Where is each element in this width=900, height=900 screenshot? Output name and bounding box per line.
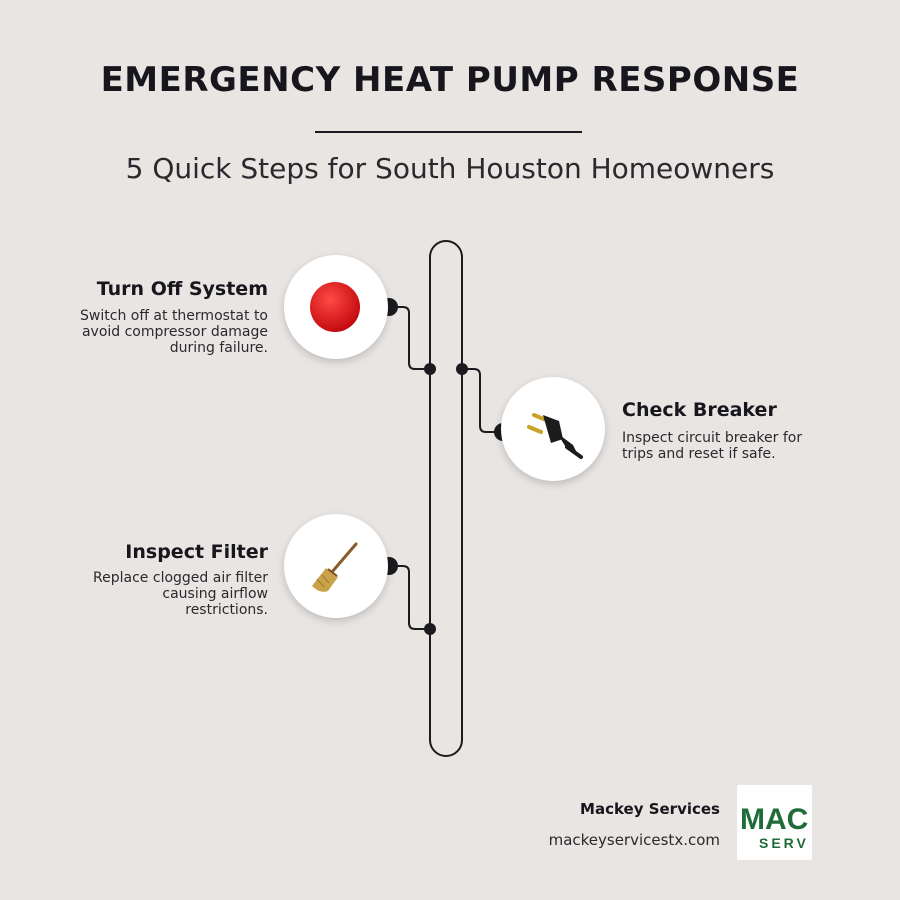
step-3-title: Inspect Filter bbox=[125, 541, 268, 563]
step-3-description-line: causing airflow bbox=[162, 586, 268, 602]
connector-node bbox=[456, 363, 468, 375]
connector-node bbox=[424, 363, 436, 375]
page-subtitle: 5 Quick Steps for South Houston Homeowners bbox=[125, 152, 775, 185]
step-2-description bbox=[622, 430, 802, 462]
step-3-icon-circle bbox=[284, 514, 388, 618]
step-2-icon-circle bbox=[501, 377, 605, 481]
step-1-description-line: avoid compressor damage bbox=[81, 324, 268, 340]
connector-step-1 bbox=[389, 307, 430, 369]
step-1-description bbox=[80, 308, 268, 356]
connector-step-3 bbox=[389, 566, 430, 629]
company-name: Mackey Services bbox=[580, 800, 720, 818]
timeline-loop bbox=[430, 241, 462, 756]
step-2-description-line: Inspect circuit breaker for bbox=[622, 430, 803, 446]
step-3-description-line: restrictions. bbox=[185, 602, 268, 618]
step-2-title: Check Breaker bbox=[622, 399, 777, 421]
electric-plug-icon bbox=[501, 377, 605, 481]
step-1-description-line: during failure. bbox=[169, 340, 268, 356]
step-1-description-line: Switch off at thermostat to bbox=[80, 308, 268, 324]
company-logo bbox=[737, 785, 812, 860]
company-website-link[interactable]: mackeyservicestx.com bbox=[548, 831, 720, 849]
broom-icon bbox=[284, 514, 388, 618]
step-1-icon-circle bbox=[284, 255, 388, 359]
page-title: EMERGENCY HEAT PUMP RESPONSE bbox=[100, 60, 800, 100]
step-2-description-line: trips and reset if safe. bbox=[622, 446, 776, 462]
connector-step-2 bbox=[462, 369, 503, 432]
red-circle-icon bbox=[284, 255, 388, 359]
company-logo-graphic bbox=[737, 785, 812, 860]
logo-text-bottom: SERV bbox=[759, 835, 809, 851]
step-1-title: Turn Off System bbox=[96, 278, 268, 300]
step-3-description bbox=[93, 570, 268, 618]
connector-node bbox=[424, 623, 436, 635]
step-3-description-line: Replace clogged air filter bbox=[93, 570, 268, 586]
logo-text-top: MAC bbox=[740, 803, 809, 836]
